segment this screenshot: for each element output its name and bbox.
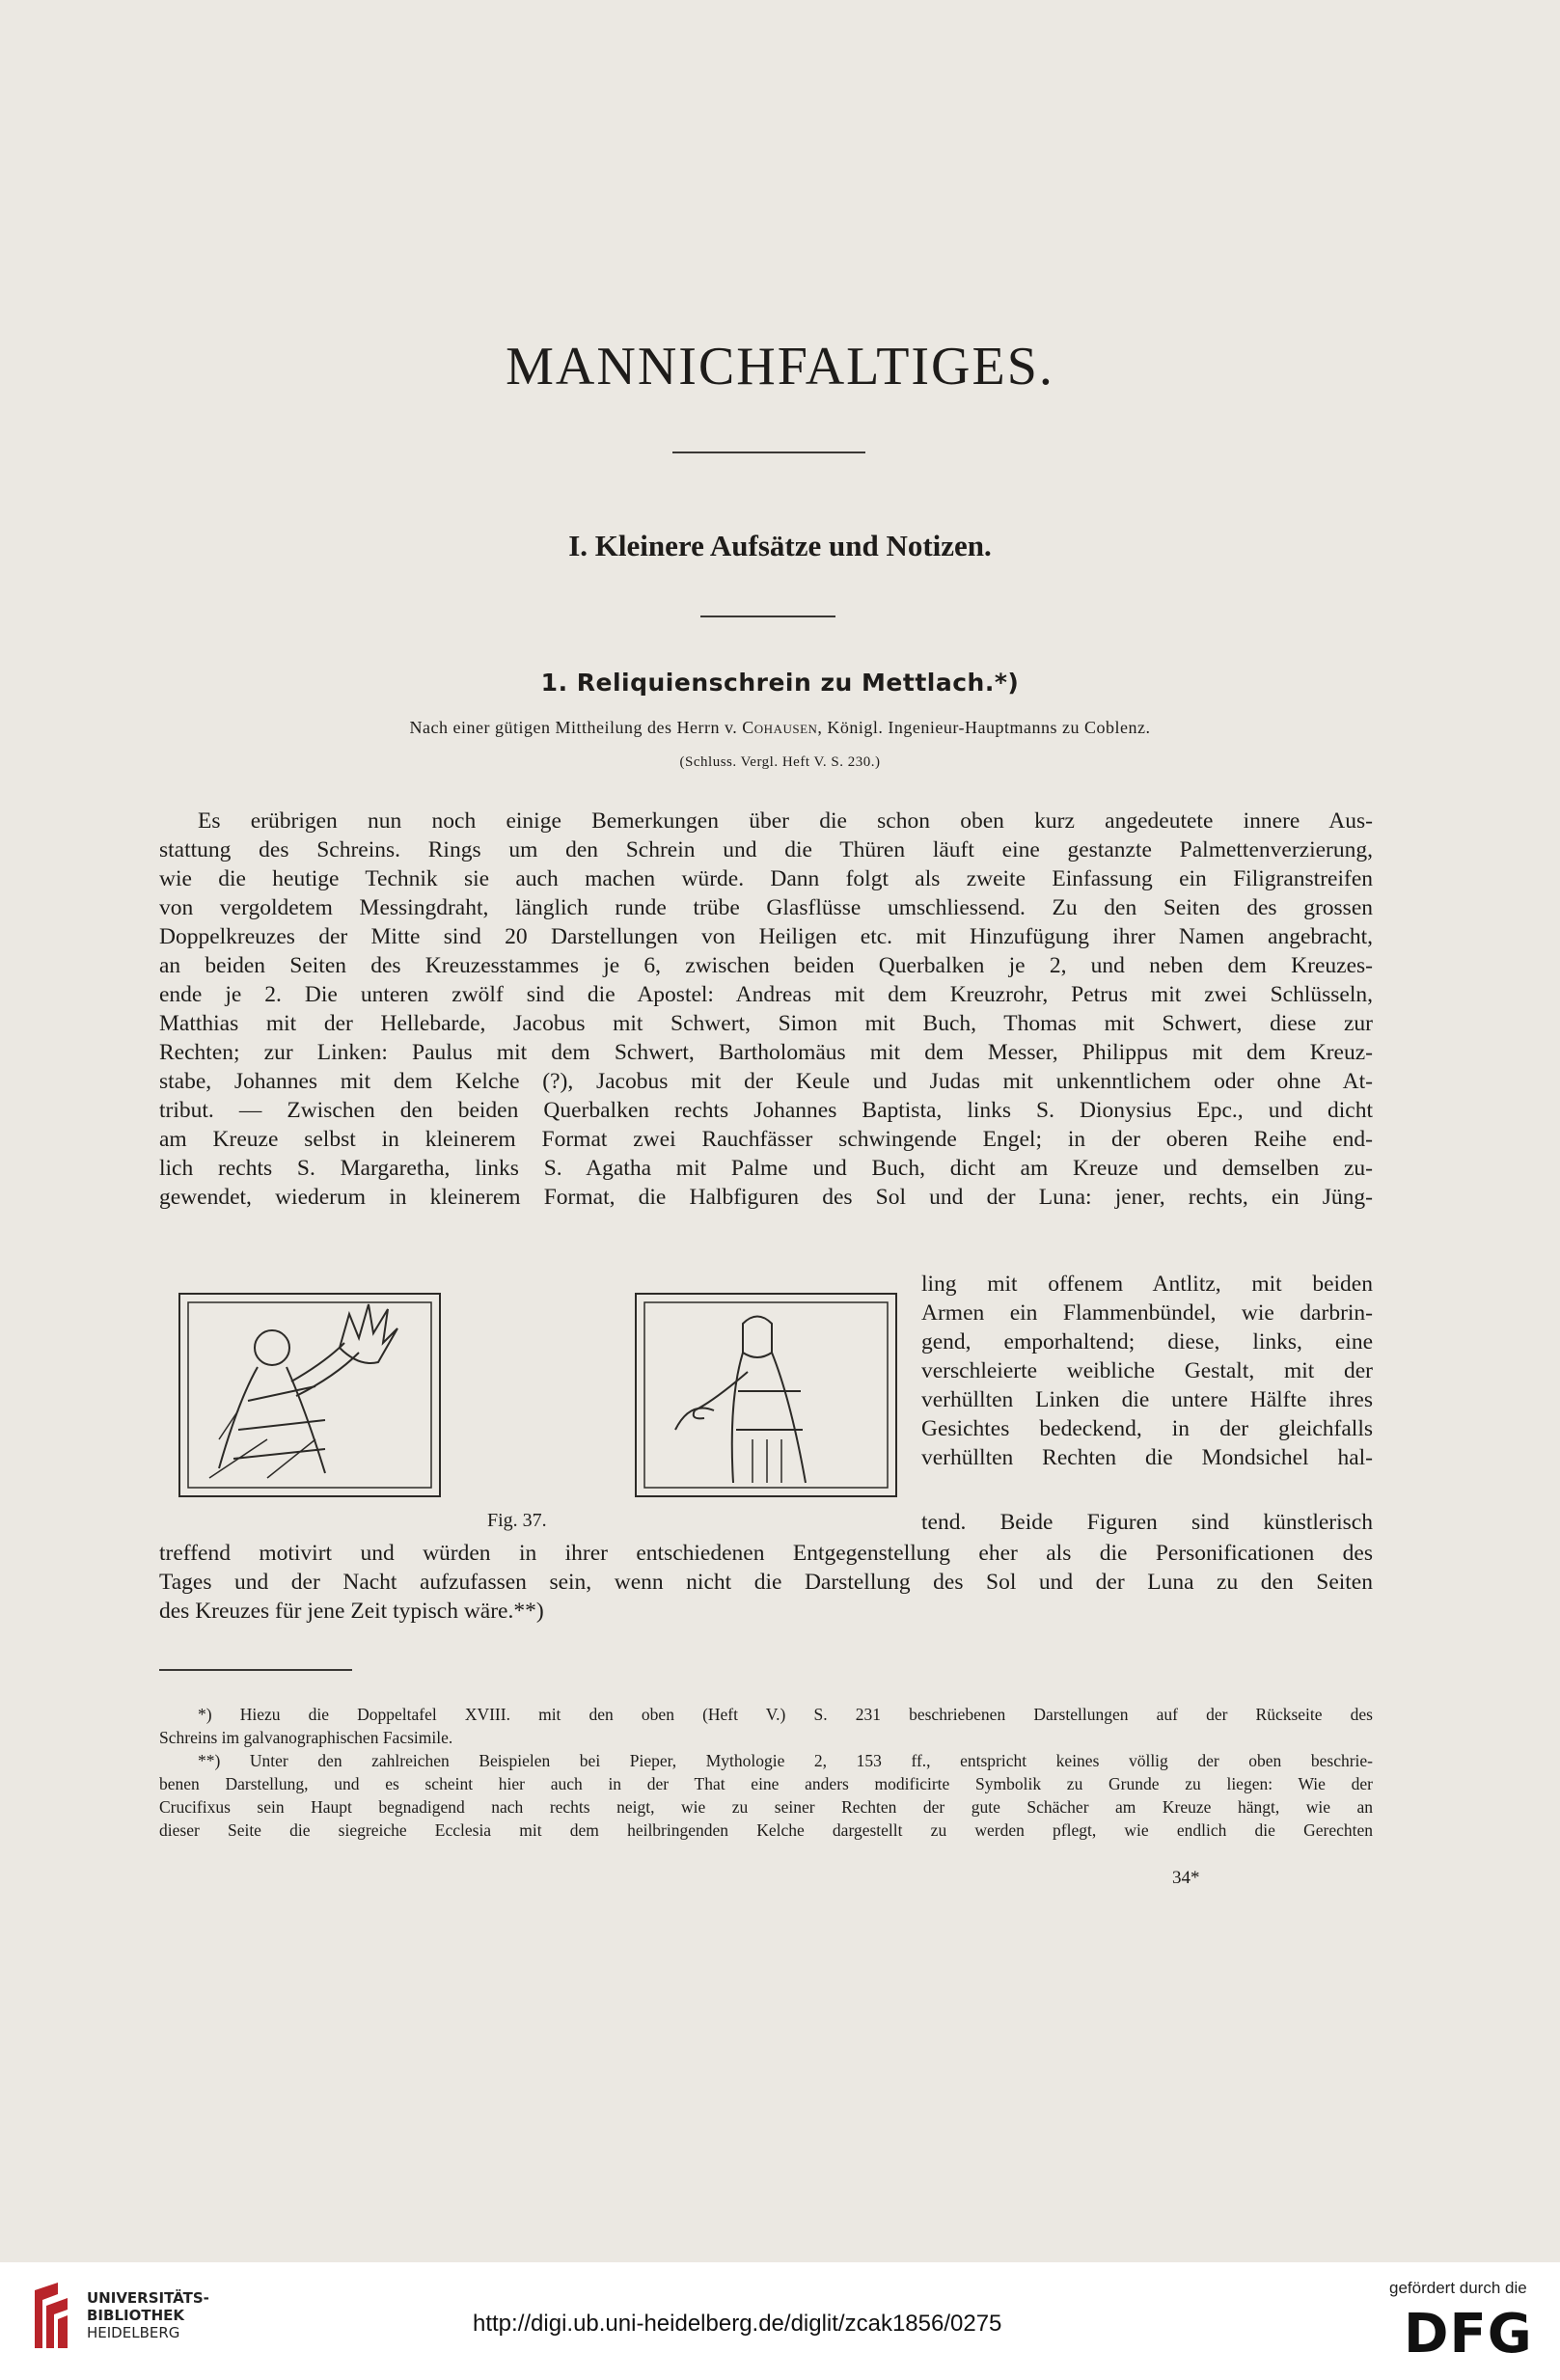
body-line: Armen ein Flammenbündel, wie darbrin- (921, 1300, 1373, 1326)
source-note: (Schluss. Vergl. Heft V. S. 230.) (679, 754, 881, 770)
body-line: tend. Beide Figuren sind künstlerisch (921, 1510, 1373, 1535)
article-credit (0, 718, 1560, 738)
body-line: ende je 2. Die unteren zwölf sind die Apostel: Andreas mit dem Kreuzrohr, Petrus mit zwei Schlüsseln, (159, 982, 1373, 1007)
section-rule (700, 616, 835, 617)
body-line: stattung des Schreins. Rings um den Schrein und die Thüren läuft eine gestanzte Palmettenverzierung, (159, 837, 1373, 862)
library-name[interactable] (87, 2289, 209, 2341)
credit-suffix: , Königl. Ingenieur-Hauptmanns zu Coblenz. (817, 718, 1151, 737)
library-line-2: BIBLIOTHEK (87, 2307, 184, 2324)
credit-prefix: Nach einer gütigen Mittheilung des Herrn v. (409, 718, 738, 737)
body-line: verhüllten Rechten die Mondsichel hal- (921, 1445, 1373, 1470)
figure-caption: Fig. 37. (487, 1510, 547, 1531)
body-line: an beiden Seiten des Kreuzesstammes je 6, zwischen beiden Querbalken je 2, und neben dem Kreuzes- (159, 953, 1373, 978)
figure-sol-engraving (178, 1293, 441, 1497)
source-url-link[interactable]: http://digi.ub.uni-heidelberg.de/diglit/zcak1856/0275 (473, 2311, 1002, 2337)
body-line: wie die heutige Technik sie auch machen würde. Dann folgt als zweite Einfassung ein Filigranstreifen (159, 866, 1373, 891)
library-line-3: HEIDELBERG (87, 2324, 180, 2341)
body-line: Es erübrigen nun noch einige Bemerkungen über die schon oben kurz angedeutete innere Aus- (198, 808, 1373, 834)
body-line: Rechten; zur Linken: Paulus mit dem Schwert, Bartholomäus mit dem Messer, Philippus mit dem Kreuz- (159, 1040, 1373, 1065)
footnote-line: **) Unter den zahlreichen Beispielen bei Pieper, Mythologie 2, 153 ff., entspricht keines völlig der oben beschrie- (198, 1751, 1373, 1770)
title-rule (672, 451, 865, 453)
footnote-line: dieser Seite die siegreiche Ecclesia mit dem heilbringenden Kelche dargestellt zu werden pflegt, wie endlich die Gerechten (159, 1820, 1373, 1840)
page-title: MANNICHFALTIGES. (506, 337, 1054, 397)
body-line: treffend motivirt und würden in ihrer entschiedenen Entgegenstellung eher als die Personificationen des (159, 1541, 1373, 1566)
body-line: des Kreuzes für jene Zeit typisch wäre.**) (159, 1599, 544, 1624)
footnote-line: *) Hiezu die Doppeltafel XVIII. mit den oben (Heft V.) S. 231 beschriebenen Darstellungen auf der Rückseite des (198, 1705, 1373, 1724)
footnote-rule (159, 1669, 352, 1671)
body-line: tribut. — Zwischen den beiden Querbalken rechts Johannes Baptista, links S. Dionysius Epc., und dicht (159, 1098, 1373, 1123)
page-number: 34* (1172, 1868, 1200, 1888)
credit-name: Cohausen (742, 718, 818, 737)
body-line: Matthias mit der Hellebarde, Jacobus mit Schwert, Simon mit Buch, Thomas mit Schwert, diese zur (159, 1011, 1373, 1036)
body-line: gend, emporhaltend; diese, links, eine (921, 1329, 1373, 1354)
library-logo-icon (29, 2281, 73, 2350)
footnote-line: Crucifixus sein Haupt begnadigend nach rechts neigt, wie zu seiner Rechten der gute Schächer am Kreuze hängt, wie an (159, 1797, 1373, 1817)
library-line-1: UNIVERSITÄTS- (87, 2289, 209, 2307)
body-line: stabe, Johannes mit dem Kelche (?), Jacobus mit der Keule und Judas mit unkenntlichem oder ohne At- (159, 1069, 1373, 1094)
footnote-line: benen Darstellung, und es scheint hier auch in der That eine anders modificirte Symbolik zu Grunde zu liegen: Wie der (159, 1774, 1373, 1793)
body-line: verschleierte weibliche Gestalt, mit der (921, 1358, 1373, 1383)
body-line: Gesichtes bedeckend, in der gleichfalls (921, 1416, 1373, 1441)
body-line: Tages und der Nacht aufzufassen sein, wenn nicht die Darstellung des Sol und der Luna zu den Seiten (159, 1570, 1373, 1595)
dfg-logo[interactable]: DFG (1404, 2303, 1533, 2366)
article-heading: 1. Reliquienschrein zu Mettlach.*) (540, 669, 1020, 697)
body-line: am Kreuze selbst in kleinerem Format zwei Rauchfässer schwingende Engel; in der oberen Reihe end- (159, 1127, 1373, 1152)
sol-figure-drawing (180, 1295, 439, 1495)
footnote-line: Schreins im galvanographischen Facsimile. (159, 1728, 453, 1747)
funding-caption: gefördert durch die (1389, 2279, 1527, 2297)
body-line: gewendet, wiederum in kleinerem Format, die Halbfiguren des Sol und der Luna: jener, rechts, ein Jüng- (159, 1185, 1373, 1210)
body-line: verhüllten Linken die untere Hälfte ihres (921, 1387, 1373, 1412)
section-heading: I. Kleinere Aufsätze und Notizen. (568, 529, 992, 562)
body-line: lich rechts S. Margaretha, links S. Agatha mit Palme und Buch, dicht am Kreuze und demselben zu- (159, 1156, 1373, 1181)
luna-figure-drawing (637, 1295, 895, 1495)
body-line: Doppelkreuzes der Mitte sind 20 Darstellungen von Heiligen etc. mit Hinzufügung ihrer Namen angebracht, (159, 924, 1373, 949)
figure-luna-engraving (635, 1293, 897, 1497)
body-line: ling mit offenem Antlitz, mit beiden (921, 1272, 1373, 1297)
body-line: von vergoldetem Messingdraht, länglich runde trübe Glasflüsse umschliessend. Zu den Seiten des grossen (159, 895, 1373, 920)
